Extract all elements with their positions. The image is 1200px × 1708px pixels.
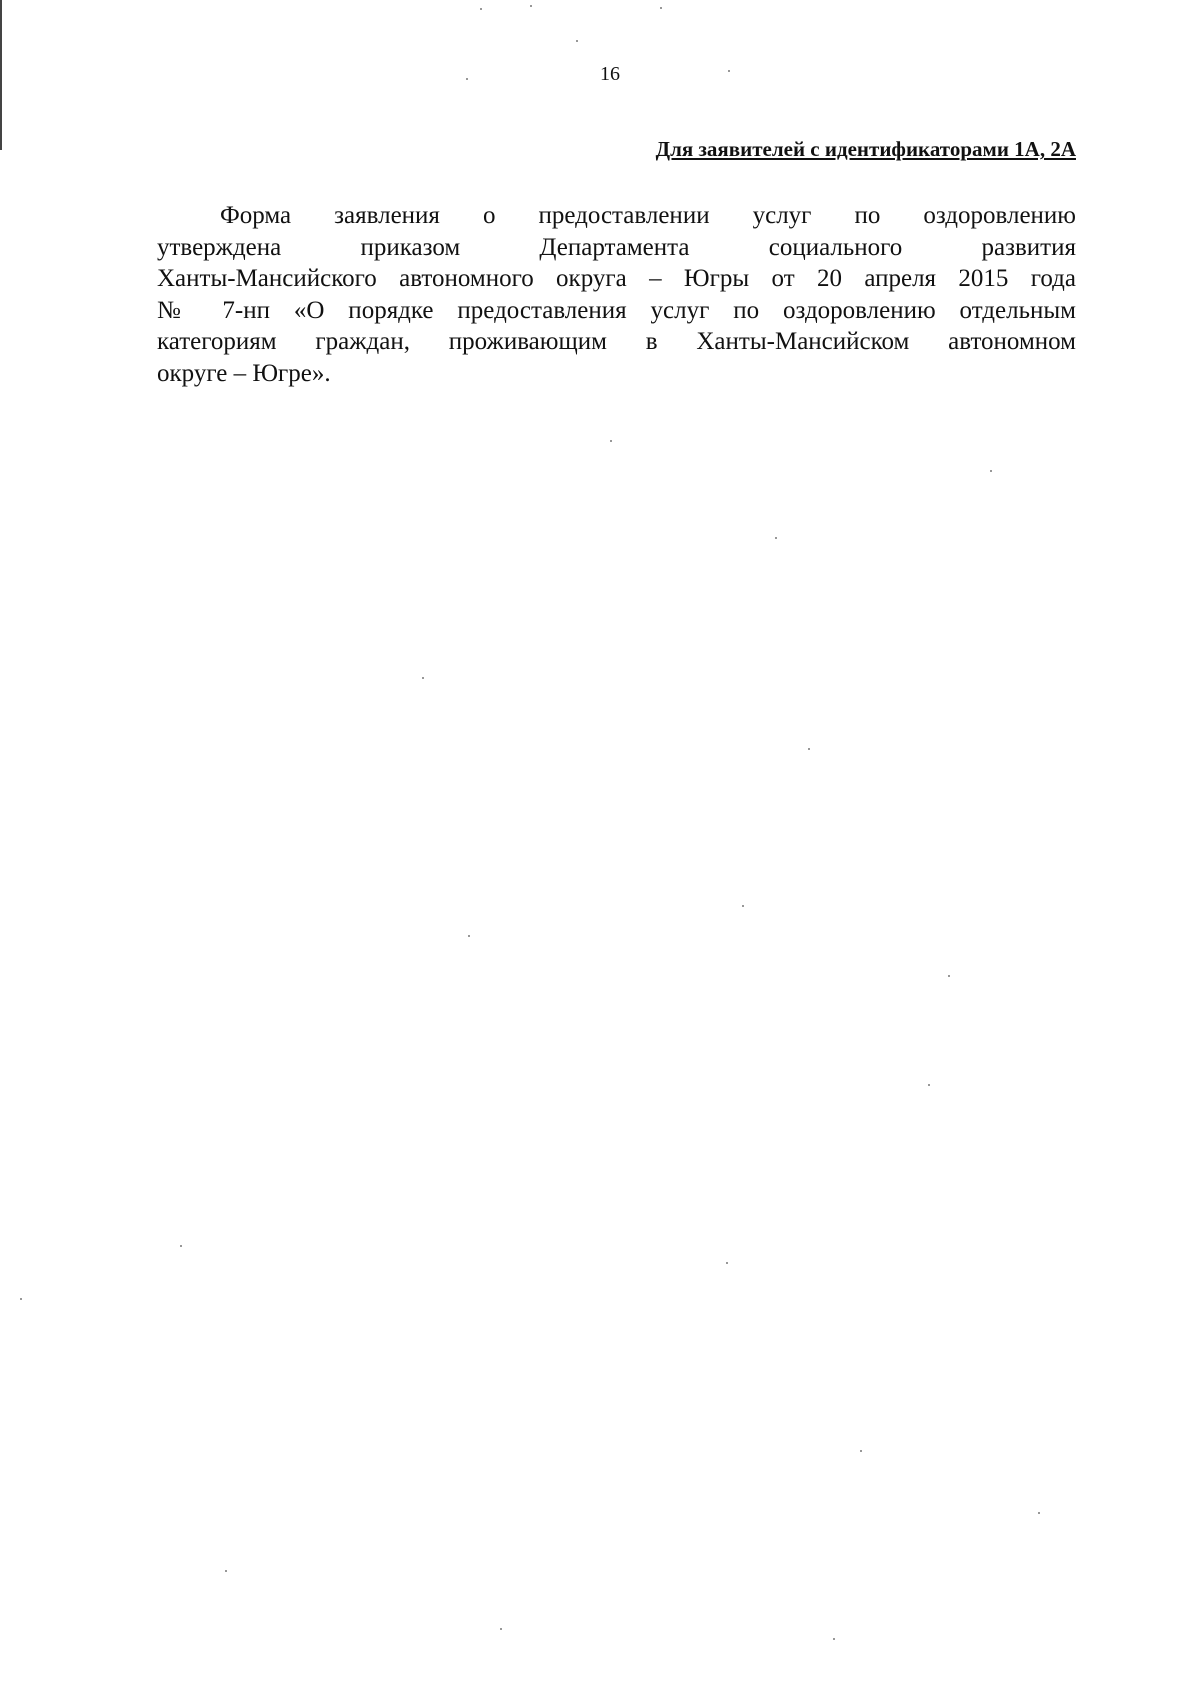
paragraph-line: утверждена приказом Департамента социального развития [157,233,1076,261]
scan-speck [728,70,730,72]
paragraph-line: № 7-нп «О порядке предоставления услуг по оздоровлению отдельным [157,296,1076,324]
scan-speck [860,1450,862,1452]
scan-speck [180,1245,182,1247]
scan-edge-mark [0,0,2,150]
section-heading: Для заявителей с идентификаторами 1А, 2А [655,137,1076,161]
paragraph-line: округе – Югре». [157,359,331,387]
scan-speck [466,78,468,80]
scan-speck [726,1262,728,1264]
scan-speck [775,537,777,539]
scan-speck [610,440,612,442]
scan-speck [468,935,470,937]
scan-speck [500,1628,502,1630]
scan-speck [20,1298,22,1300]
scan-speck [808,748,810,750]
scan-speck [742,905,744,907]
scan-speck [530,5,532,7]
scan-speck [990,470,992,472]
paragraph-line: Ханты-Мансийского автономного округа – Югры от 20 апреля 2015 года [157,265,1076,292]
scan-speck [225,1570,227,1572]
body-paragraph [157,200,1076,389]
paragraph-line: категориям граждан, проживающим в Ханты-Мансийском автономном [157,328,1076,355]
scan-speck [928,1084,930,1086]
scan-speck [660,7,662,9]
scan-speck [480,8,482,10]
scan-speck [576,40,578,42]
scan-speck [1038,1512,1040,1514]
page-number: 16 [600,63,620,85]
paragraph-line: Форма заявления о предоставлении услуг по оздоровлению [220,202,1076,229]
scan-speck [833,1638,835,1640]
scan-speck [422,677,424,679]
scan-speck [948,975,950,977]
